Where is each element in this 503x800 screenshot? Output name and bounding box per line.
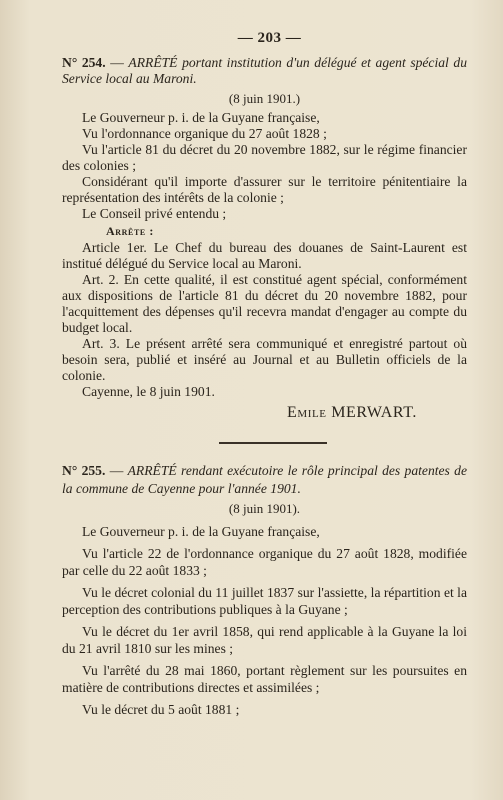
decree-255-line: Vu le décret colonial du 11 juillet 1837 sur l'assiette, la répartition et la perception des contributions publiques à la Guyane ;	[62, 584, 467, 617]
decree-254-article: Art. 2. En cette qualité, il est constitué agent spécial, conformément aux dispositions de l'article 81 du décret du 20 novembre 1882, pour l'acquittement des dépenses qu'il recevra mandat d'engager au compte du budget local.	[62, 272, 467, 335]
decree-254-title-text: ARRÊTÉ portant institution d'un délégué et agent spécial du Service local au Maroni.	[62, 55, 467, 86]
decree-254-line: Le Conseil privé entendu ;	[82, 206, 227, 221]
decree-254-line: Le Gouverneur p. i. de la Guyane française,	[82, 110, 320, 125]
decree-254-signature: Emile MERWART.	[286, 404, 417, 421]
decree-255-line: Vu le décret du 1er avril 1858, qui rend applicable à la Guyane la loi du 21 avril 1810 sur les mines ;	[62, 623, 467, 656]
decree-254-place-date: Cayenne, le 8 juin 1901.	[82, 384, 215, 399]
decree-255-line: Vu l'article 22 de l'ordonnance organique du 27 août 1828, modifiée par celle du 22 août 1833 ;	[62, 545, 467, 578]
decree-255-title: N° 255. — ARRÊTÉ rendant exécutoire le rôle principal des patentes de la commune de Cayenne pour l'année 1901.	[62, 463, 467, 496]
decree-254-date: (8 juin 1901.)	[228, 91, 301, 106]
decree-254-number: N° 254.	[62, 55, 106, 70]
decree-254	[62, 55, 467, 422]
decree-254-line: Vu l'ordonnance organique du 27 août 1828 ;	[82, 126, 327, 141]
decree-254-article: Article 1er. Le Chef du bureau des douanes de Saint-Laurent est institué délégué du Service local au Maroni.	[62, 240, 467, 271]
decree-255-line: Vu le décret du 5 août 1881 ;	[82, 701, 240, 717]
decree-254-title: N° 254. — ARRÊTÉ portant institution d'un délégué et agent spécial du Service local au Maroni.	[62, 55, 467, 86]
decree-255-number: N° 255.	[62, 463, 106, 478]
decree-255	[62, 462, 467, 718]
decree-255-line: Vu l'arrêté du 28 mai 1860, portant règlement sur les poursuites en matière de contributions directes et assimilées ;	[62, 662, 467, 695]
decree-254-line: Considérant qu'il importe d'assurer sur le territoire pénitentiaire la représentation des intérêts de la colonie ;	[62, 174, 467, 205]
page-number: — 203 —	[237, 30, 302, 46]
decree-254-line: Vu l'article 81 du décret du 20 novembre 1882, sur le régime financier des colonies ;	[62, 142, 467, 173]
section-divider	[219, 442, 327, 444]
decree-255-date: (8 juin 1901).	[228, 501, 301, 516]
decree-255-title-text: ARRÊTÉ rendant exécutoire le rôle principal des patentes de la commune de Cayenne pour l'année 1901.	[62, 463, 467, 496]
decree-255-line: Le Gouverneur p. i. de la Guyane française,	[82, 524, 320, 539]
decree-254-article: Art. 3. Le présent arrêté sera communiqué et enregistré partout où besoin sera, publié et inséré au Journal et au Bulletin officiels de la colonie.	[62, 336, 467, 383]
decree-254-arrete-label: Arrête :	[106, 224, 155, 238]
